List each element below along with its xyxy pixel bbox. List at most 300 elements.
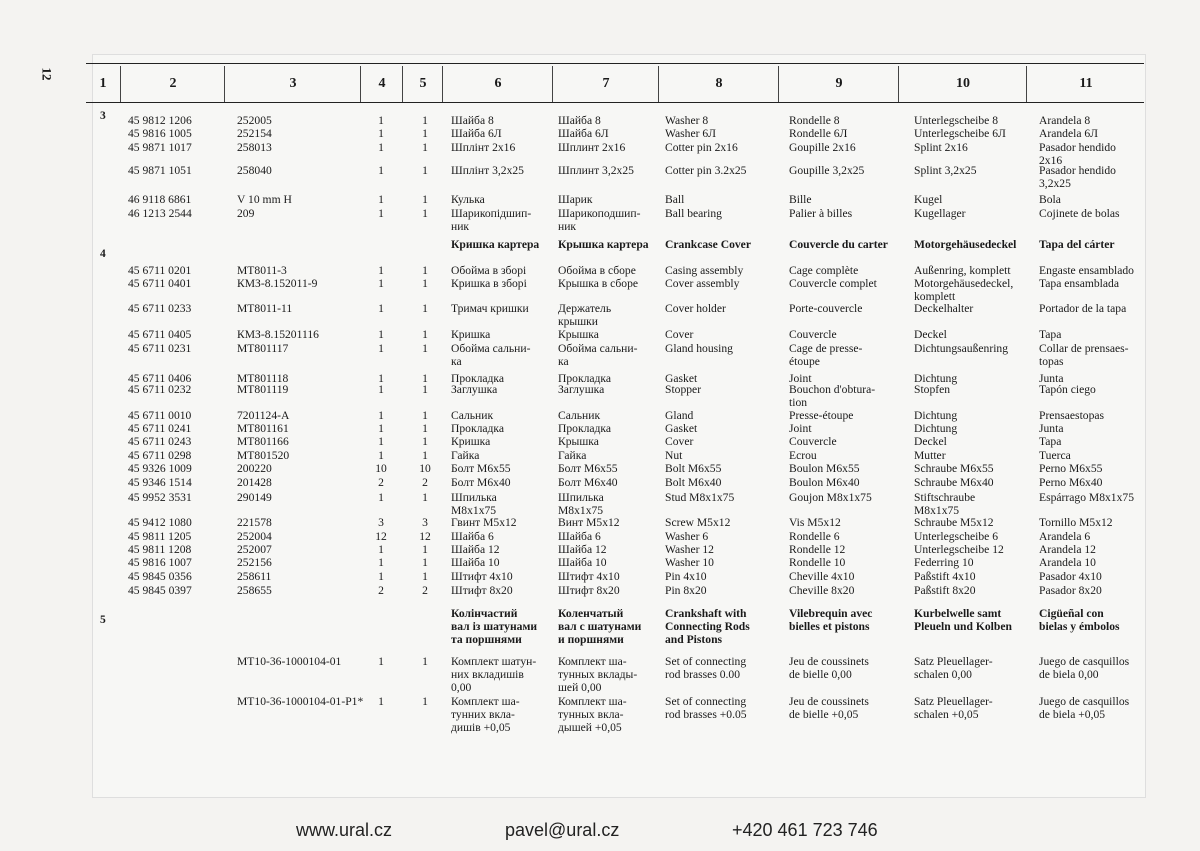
cell-c10: Splint 2x16	[914, 141, 968, 154]
cell-c10: schalen 0,00	[914, 668, 972, 681]
cell-c11: Engaste ensamblado	[1039, 264, 1134, 277]
cell-c7: Шайба 6	[558, 530, 601, 543]
cell-c11: Tapón ciego	[1039, 383, 1096, 396]
cell-c6: Кришка в зборі	[451, 277, 527, 290]
cell-c2: 45 9326 1009	[128, 462, 192, 475]
cell-c11: Arandela 8	[1039, 114, 1091, 127]
cell-c8: rod brasses +0.05	[665, 708, 747, 721]
header-bottom-rule	[86, 102, 1144, 103]
cell-c4: 1	[378, 277, 384, 290]
cell-c7: M8x1x75	[558, 504, 604, 517]
cell-c3: MT801161	[237, 422, 289, 435]
cell-c5: 12	[419, 530, 431, 543]
section-title-c10: Motorgehäusedeckel	[914, 238, 1017, 251]
cell-c7: Крышка	[558, 435, 599, 448]
cell-c6: Шайба 8	[451, 114, 494, 127]
cell-c9: Couvercle complet	[789, 277, 877, 290]
cell-c4: 1	[378, 491, 384, 504]
cell-c8: Gasket	[665, 372, 698, 385]
cell-c7: Комплект ша-	[558, 655, 627, 668]
cell-c4: 1	[378, 556, 384, 569]
section-title-c8: Crankcase Cover	[665, 238, 751, 251]
cell-c9: Rondelle 8	[789, 114, 840, 127]
cell-c3: V 10 mm H	[237, 193, 292, 206]
cell-c6: Обойма сальни-	[451, 342, 531, 355]
cell-c5: 1	[422, 543, 428, 556]
cell-c10: Dichtungsaußenring	[914, 342, 1009, 355]
header-top-rule	[86, 63, 1144, 64]
cell-c9: Porte-couvercle	[789, 302, 863, 315]
cell-c6: Болт М6x40	[451, 476, 511, 489]
cell-c5: 1	[422, 570, 428, 583]
cell-c6: Шайба 6Л	[451, 127, 502, 140]
section-title-c9: Couvercle du carter	[789, 238, 888, 251]
cell-c5: 1	[422, 302, 428, 315]
cell-c10: Paßstift 4x10	[914, 570, 976, 583]
cell-c7: Крышка	[558, 328, 599, 341]
cell-c11: de biela +0,05	[1039, 708, 1106, 721]
cell-c9: Cage de presse-	[789, 342, 863, 355]
cell-c9: Boulon M6x55	[789, 462, 860, 475]
cell-c5: 1	[422, 342, 428, 355]
cell-c11: Cojinete de bolas	[1039, 207, 1120, 220]
cell-c3: 258655	[237, 584, 272, 597]
cell-c9: Jeu de coussinets	[789, 695, 869, 708]
cell-c3: 201428	[237, 476, 272, 489]
cell-c9: Joint	[789, 372, 812, 385]
cell-c11: Bola	[1039, 193, 1061, 206]
cell-c8: Cover	[665, 328, 694, 341]
cell-c11: 2x16	[1039, 154, 1063, 167]
cell-c10: Deckel	[914, 328, 947, 341]
section-label: 4	[100, 248, 106, 260]
cell-c11: Prensaestopas	[1039, 409, 1105, 422]
cell-c7: Шарик	[558, 193, 593, 206]
cell-c3: КМЗ-8.15201116	[237, 328, 319, 341]
header-col-1: 1	[99, 76, 107, 91]
header-col-3: 3	[224, 66, 361, 102]
cell-c7: Держатель	[558, 302, 612, 315]
cell-c9: Cage complète	[789, 264, 859, 277]
cell-c11: Tuerca	[1039, 449, 1071, 462]
cell-c6: Штифт 4x10	[451, 570, 513, 583]
cell-c8: Ball bearing	[665, 207, 722, 220]
cell-c9: Vis M5x12	[789, 516, 841, 529]
cell-c7: Шайба 10	[558, 556, 607, 569]
cell-c2: 45 9811 1205	[128, 530, 192, 543]
cell-c5: 1	[422, 383, 428, 396]
cell-c6: Шплінт 2x16	[451, 141, 516, 154]
cell-c11: topas	[1039, 355, 1064, 368]
cell-c10: komplett	[914, 290, 956, 303]
cell-c8: Ball	[665, 193, 685, 206]
cell-c3: 290149	[237, 491, 272, 504]
cell-c2: 45 9871 1017	[128, 141, 192, 154]
cell-c7: Штифт 8x20	[558, 584, 620, 597]
cell-c11: Espárrago M8x1x75	[1039, 491, 1134, 504]
cell-c6: Кулька	[451, 193, 485, 206]
cell-c4: 1	[378, 695, 384, 708]
cell-c3: MT8011-11	[237, 302, 293, 315]
cell-c5: 1	[422, 695, 428, 708]
section-title-c9: Vilebrequin avec	[789, 607, 873, 620]
cell-c11: Tornillo M5x12	[1039, 516, 1113, 529]
cell-c2: 46 9118 6861	[128, 193, 192, 206]
cell-c3: 252007	[237, 543, 272, 556]
cell-c9: Bouchon d'obtura-	[789, 383, 876, 396]
cell-c4: 2	[378, 584, 384, 597]
cell-c8: Bolt M6x40	[665, 476, 722, 489]
cell-c8: Casing assembly	[665, 264, 744, 277]
cell-c11: Pasador 8x20	[1039, 584, 1102, 597]
cell-c5: 1	[422, 264, 428, 277]
cell-c7: Прокладка	[558, 422, 612, 435]
cell-c11: Tapa	[1039, 435, 1062, 448]
cell-c5: 1	[422, 449, 428, 462]
cell-c9: de bielle +0,05	[789, 708, 859, 721]
cell-c3: 252004	[237, 530, 272, 543]
cell-c5: 1	[422, 491, 428, 504]
cell-c4: 1	[378, 264, 384, 277]
cell-c10: Schraube M5x12	[914, 516, 994, 529]
cell-c5: 1	[422, 114, 428, 127]
cell-c8: Pin 8x20	[665, 584, 707, 597]
cell-c9: Rondelle 10	[789, 556, 846, 569]
cell-c2: 45 6711 0406	[128, 372, 192, 385]
cell-c4: 12	[375, 530, 387, 543]
cell-c10: Deckel	[914, 435, 947, 448]
cell-c5: 1	[422, 655, 428, 668]
cell-c11: Collar de prensaes-	[1039, 342, 1129, 355]
cell-c7: ник	[558, 220, 577, 233]
cell-c10: Außenring, komplett	[914, 264, 1011, 277]
cell-c10: Splint 3,2x25	[914, 164, 977, 177]
cell-c4: 1	[378, 543, 384, 556]
cell-c3: 252154	[237, 127, 272, 140]
cell-c7: Обойма сальни-	[558, 342, 638, 355]
cell-c9: Goupille 2x16	[789, 141, 856, 154]
cell-c8: Stopper	[665, 383, 702, 396]
cell-c2: 45 9871 1051	[128, 164, 192, 177]
cell-c9: Rondelle 6Л	[789, 127, 848, 140]
cell-c9: Goupille 3,2x25	[789, 164, 865, 177]
cell-c9: Cheville 4x10	[789, 570, 855, 583]
cell-c5: 1	[422, 164, 428, 177]
cell-c9: tion	[789, 396, 808, 409]
cell-c2: 45 6711 0243	[128, 435, 192, 448]
cell-c10: M8x1x75	[914, 504, 960, 517]
cell-c7: Гайка	[558, 449, 587, 462]
page-number: 12	[39, 67, 55, 81]
cell-c9: Couvercle	[789, 328, 837, 341]
cell-c2: 45 6711 0233	[128, 302, 192, 315]
cell-c3: 258611	[237, 570, 272, 583]
cell-c11: de biela 0,00	[1039, 668, 1099, 681]
cell-c6: Шайба 12	[451, 543, 500, 556]
cell-c6: Прокладка	[451, 372, 505, 385]
cell-c4: 1	[378, 193, 384, 206]
cell-c6: Шайба 10	[451, 556, 500, 569]
cell-c2: 45 6711 0232	[128, 383, 192, 396]
cell-c5: 1	[422, 277, 428, 290]
cell-c3: MT801117	[237, 342, 289, 355]
cell-c11: Perno M6x55	[1039, 462, 1103, 475]
cell-c7: дышей +0,05	[558, 721, 622, 734]
cell-c4: 1	[378, 449, 384, 462]
cell-c8: Washer 6	[665, 530, 709, 543]
cell-c10: Dichtung	[914, 372, 958, 385]
cell-c3: 252005	[237, 114, 272, 127]
cell-c2: 45 6711 0231	[128, 342, 192, 355]
header-col-6: 6	[442, 66, 553, 102]
cell-c2: 45 6711 0405	[128, 328, 192, 341]
section-title-c7: и поршнями	[558, 633, 624, 646]
cell-c4: 1	[378, 342, 384, 355]
cell-c10: Satz Pleuellager-	[914, 655, 993, 668]
cell-c4: 2	[378, 476, 384, 489]
cell-c11: Pasador 4x10	[1039, 570, 1102, 583]
cell-c8: Washer 10	[665, 556, 714, 569]
cell-c9: Boulon M6x40	[789, 476, 860, 489]
cell-c6: M8x1x75	[451, 504, 497, 517]
cell-c8: Cover	[665, 435, 694, 448]
cell-c8: Stud M8x1x75	[665, 491, 735, 504]
cell-c8: Set of connecting	[665, 655, 747, 668]
cell-c3: 252156	[237, 556, 272, 569]
cell-c3: 7201124-A	[237, 409, 290, 422]
cell-c10: Stopfen	[914, 383, 951, 396]
cell-c10: Federring 10	[914, 556, 974, 569]
section-title-c10: Pleueln und Kolben	[914, 620, 1012, 633]
cell-c11: Arandela 12	[1039, 543, 1096, 556]
cell-c3: MT801520	[237, 449, 290, 462]
cell-c11: Arandela 6	[1039, 530, 1091, 543]
cell-c8: Screw M5x12	[665, 516, 731, 529]
cell-c2: 45 9816 1007	[128, 556, 192, 569]
cell-c4: 10	[375, 462, 387, 475]
cell-c3: 221578	[237, 516, 272, 529]
cell-c9: étoupe	[789, 355, 820, 368]
cell-c6: Обойма в зборі	[451, 264, 527, 277]
cell-c6: Гайка	[451, 449, 480, 462]
header-col-8: 8	[658, 66, 779, 102]
cell-c7: Шплинт 2x16	[558, 141, 626, 154]
section-title-c11: bielas y émbolos	[1039, 620, 1120, 633]
cell-c6: Комплект шатун-	[451, 655, 537, 668]
cell-c9: Cheville 8x20	[789, 584, 855, 597]
cell-c6: тунних вкла-	[451, 708, 515, 721]
cell-c2: 45 9845 0356	[128, 570, 192, 583]
cell-c7: Шайба 8	[558, 114, 601, 127]
cell-c3: MT801118	[237, 372, 289, 385]
cell-c9: Presse-étoupe	[789, 409, 854, 422]
cell-c10: Unterlegscheibe 8	[914, 114, 999, 127]
cell-c8: Cotter pin 2x16	[665, 141, 738, 154]
section-title-c7: вал с шатунами	[558, 620, 642, 633]
section-title-c9: bielles et pistons	[789, 620, 870, 633]
cell-c9: Rondelle 6	[789, 530, 840, 543]
cell-c4: 1	[378, 422, 384, 435]
cell-c4: 1	[378, 435, 384, 448]
cell-c7: Шплинт 3,2x25	[558, 164, 634, 177]
cell-c10: Unterlegscheibe 12	[914, 543, 1004, 556]
cell-c8: Set of connecting	[665, 695, 747, 708]
cell-c3: 209	[237, 207, 255, 220]
section-title-c8: Connecting Rods	[665, 620, 750, 633]
cell-c11: Juego de casquillos	[1039, 695, 1130, 708]
header-col-10: 10	[898, 66, 1027, 102]
section-title-c6: Колінчастий	[451, 607, 518, 620]
cell-c4: 1	[378, 328, 384, 341]
cell-c9: Bille	[789, 193, 812, 206]
cell-c9: Jeu de coussinets	[789, 655, 869, 668]
cell-c8: Cover assembly	[665, 277, 740, 290]
cell-c4: 1	[378, 114, 384, 127]
cell-c6: Штифт 8x20	[451, 584, 513, 597]
cell-c3: 200220	[237, 462, 272, 475]
cell-c2: 46 1213 2544	[128, 207, 192, 220]
header-col-11: 11	[1026, 66, 1145, 102]
cell-c6: Кришка	[451, 435, 491, 448]
cell-c7: Заглушка	[558, 383, 605, 396]
cell-c2: 45 9346 1514	[128, 476, 192, 489]
section-title-c11: Tapa del cárter	[1039, 238, 1115, 251]
cell-c2: 45 6711 0298	[128, 449, 192, 462]
cell-c2: 45 9811 1208	[128, 543, 192, 556]
cell-c8: Washer 6Л	[665, 127, 717, 140]
footer-email[interactable]: pavel@ural.cz	[505, 820, 620, 840]
cell-c10: Satz Pleuellager-	[914, 695, 993, 708]
cell-c5: 1	[422, 127, 428, 140]
cell-c5: 1	[422, 556, 428, 569]
cell-c8: Cotter pin 3.2x25	[665, 164, 747, 177]
section-title-c7: Коленчатый	[558, 607, 624, 620]
section-title-c6: Кришка картера	[451, 238, 540, 251]
cell-c11: Tapa ensamblada	[1039, 277, 1119, 290]
footer-phone: +420 461 723 746	[732, 820, 878, 840]
cell-c8: Pin 4x10	[665, 570, 707, 583]
cell-c7: Комплект ша-	[558, 695, 627, 708]
cell-c4: 1	[378, 570, 384, 583]
cell-c8: Nut	[665, 449, 683, 462]
cell-c2: 45 9412 1080	[128, 516, 192, 529]
cell-c10: Paßstift 8x20	[914, 584, 976, 597]
cell-c7: Болт М6x55	[558, 462, 618, 475]
cell-c7: тунных вкла-	[558, 708, 624, 721]
cell-c8: rod brasses 0.00	[665, 668, 741, 681]
cell-c7: Шайба 12	[558, 543, 607, 556]
cell-c11: Junta	[1039, 372, 1064, 385]
cell-c7: ка	[558, 355, 569, 368]
cell-c5: 1	[422, 409, 428, 422]
cell-c9: Goujon M8x1x75	[789, 491, 872, 504]
cell-c7: Крышка в сборе	[558, 277, 639, 290]
cell-c6: Шплінт 3,2x25	[451, 164, 524, 177]
cell-c3: MT8011-3	[237, 264, 287, 277]
cell-c7: тунных вклады-	[558, 668, 638, 681]
cell-c10: Dichtung	[914, 422, 958, 435]
cell-c6: Кришка	[451, 328, 491, 341]
footer-website[interactable]: www.ural.cz	[296, 820, 393, 840]
cell-c2: 45 9845 0397	[128, 584, 192, 597]
cell-c10: Unterlegscheibe 6Л	[914, 127, 1006, 140]
cell-c4: 1	[378, 372, 384, 385]
cell-c9: Ecrou	[789, 449, 817, 462]
cell-c2: 45 9952 3531	[128, 491, 192, 504]
cell-c7: Штифт 4x10	[558, 570, 620, 583]
cell-c10: Motorgehäusedeckel,	[914, 277, 1014, 290]
cell-c10: Kugel	[914, 193, 943, 206]
cell-c9: Palier à billes	[789, 207, 853, 220]
section-title-c11: Cigüeñal con	[1039, 607, 1104, 620]
cell-c3: 258040	[237, 164, 272, 177]
cell-c10: Mutter	[914, 449, 946, 462]
header-col-7: 7	[552, 66, 659, 102]
cell-c6: Шпилька	[451, 491, 497, 504]
cell-c5: 3	[422, 516, 428, 529]
cell-c9: Rondelle 12	[789, 543, 846, 556]
cell-c5: 1	[422, 207, 428, 220]
cell-c2: 45 9812 1206	[128, 114, 192, 127]
cell-c7: Шарикоподшип-	[558, 207, 641, 220]
cell-c5: 1	[422, 141, 428, 154]
cell-c7: Шайба 6Л	[558, 127, 609, 140]
cell-c8: Gasket	[665, 422, 698, 435]
cell-c11: Perno M6x40	[1039, 476, 1103, 489]
cell-c5: 2	[422, 476, 428, 489]
cell-c9: Joint	[789, 422, 812, 435]
cell-c11: Pasador hendido	[1039, 164, 1116, 177]
cell-c7: Сальник	[558, 409, 601, 422]
cell-c7: шей 0,00	[558, 681, 602, 694]
cell-c11: Junta	[1039, 422, 1064, 435]
cell-c8: Gland	[665, 409, 694, 422]
cell-c4: 1	[378, 409, 384, 422]
section-title-c6: вал із шатунами	[451, 620, 538, 633]
cell-c3: 258013	[237, 141, 272, 154]
cell-c5: 10	[419, 462, 431, 475]
section-label: 5	[100, 614, 106, 626]
cell-c8: Washer 12	[665, 543, 714, 556]
cell-c4: 1	[378, 127, 384, 140]
cell-c6: Тримач кришки	[451, 302, 529, 315]
cell-c2: 45 6711 0201	[128, 264, 192, 277]
cell-c5: 1	[422, 328, 428, 341]
section-label: 3	[100, 110, 106, 122]
cell-c11: Pasador hendido	[1039, 141, 1116, 154]
cell-c6: Болт М6x55	[451, 462, 511, 475]
cell-c3: MT801166	[237, 435, 289, 448]
cell-c6: 0,00	[451, 681, 472, 694]
cell-c2: 45 9816 1005	[128, 127, 192, 140]
section-title-c8: and Pistons	[665, 633, 723, 646]
cell-c6: Заглушка	[451, 383, 498, 396]
cell-c5: 1	[422, 372, 428, 385]
cell-c4: 3	[378, 516, 384, 529]
header-col-2: 2	[120, 66, 225, 102]
cell-c6: них вкладишів	[451, 668, 524, 681]
cell-c7: крышки	[558, 315, 598, 328]
cell-c8: Bolt M6x55	[665, 462, 722, 475]
cell-c3: MT10-36-1000104-01	[237, 655, 342, 668]
cell-c10: Unterlegscheibe 6	[914, 530, 999, 543]
cell-c11: Tapa	[1039, 328, 1062, 341]
cell-c9: Couvercle	[789, 435, 837, 448]
cell-c4: 1	[378, 164, 384, 177]
section-title-c10: Kurbelwelle samt	[914, 607, 1002, 620]
cell-c3: КМЗ-8.152011-9	[237, 277, 318, 290]
header-col-4: 4	[360, 66, 403, 102]
